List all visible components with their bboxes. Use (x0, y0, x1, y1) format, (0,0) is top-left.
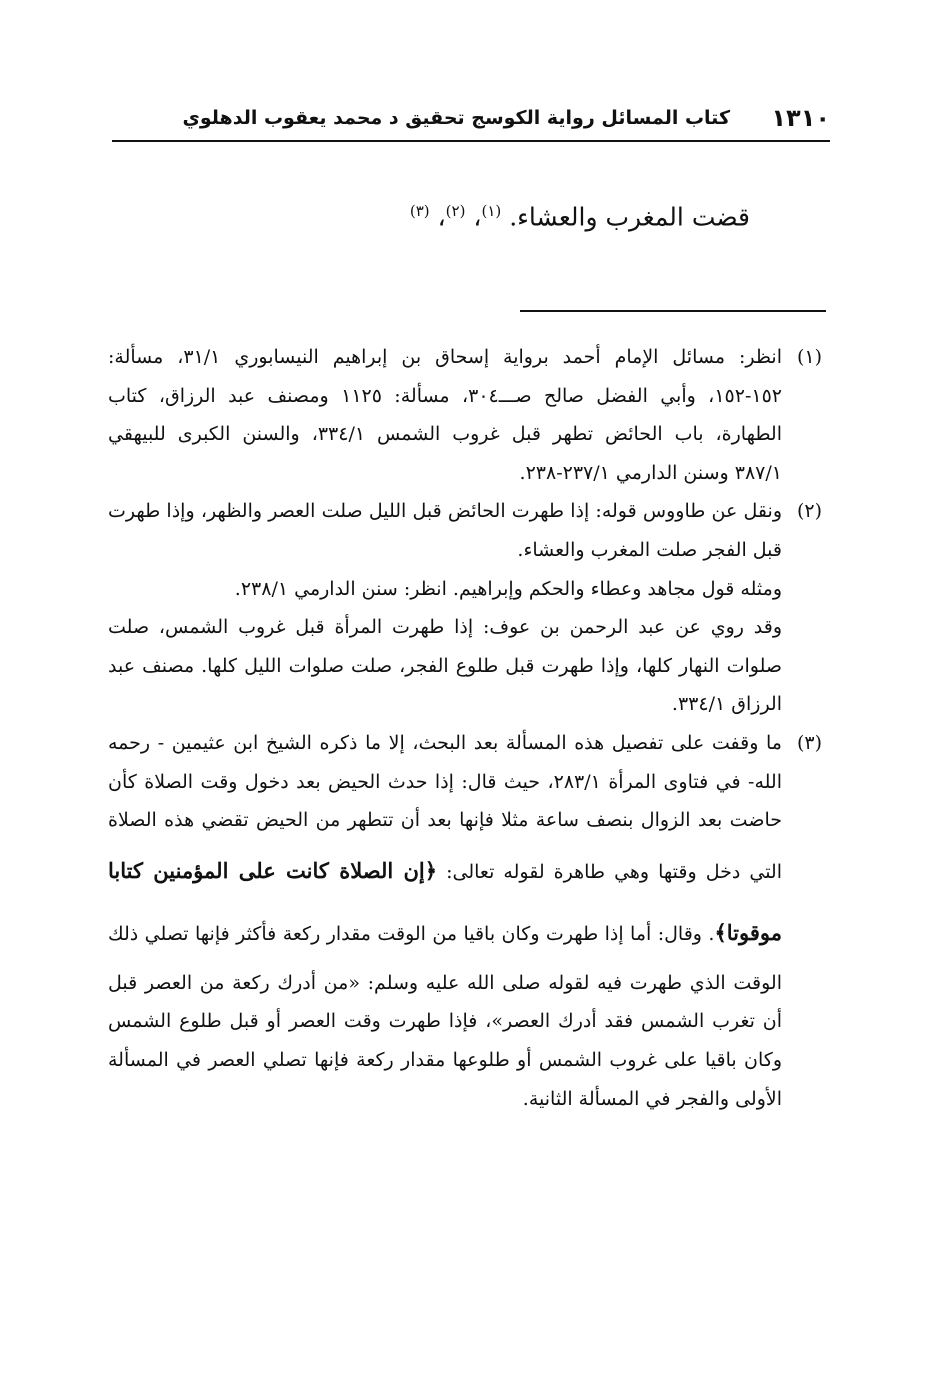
footnote-paragraph: ومثله قول مجاهد وعطاء والحكم وإبراهيم. انظر: سنن الدارمي ٢٣٨/١. (234, 577, 782, 600)
header-rule (112, 140, 830, 142)
footnote-text: ما وقفت على تفصيل هذه المسألة بعد البحث، إلا ما ذكره الشيخ ابن عثيمين - رحمه الله- في فتاوى المرأة ٢٨٣/١، حيث قال: إذا حدث الحيض بعد دخول وقت الصلاة كأن حاضت بعد الزوال بنصف ساعة مثلا فإنها بعد أن تتطهر من الحيض تقضي هذه الصلاة التي دخل وقتها وهي طاهرة لقوله تعالى: (108, 731, 782, 883)
footnote-mark-3: (٣) (409, 202, 430, 220)
main-text-body: قضت المغرب والعشاء. (509, 202, 750, 232)
footnotes (108, 338, 822, 1118)
footnote-paragraph (108, 724, 782, 1118)
footnote-paragraph: وقد روي عن عبد الرحمن بن عوف: إذا طهرت المرأة قبل غروب الشمس، صلت صلوات النهار كلها، وإذا طهرت قبل طلوع الفجر، صلت صلوات الليل كلها. مصنف عبد الرزاق ٣٣٤/١. (108, 616, 782, 716)
page-header (112, 100, 830, 136)
footnote-mark-2: (٢) (445, 202, 466, 220)
footnote-separator (520, 310, 826, 312)
footnote-number: (١) (796, 346, 822, 368)
footnote-1 (108, 338, 822, 492)
running-title: كتاب المسائل رواية الكوسج تحقيق د محمد يعقوب الدهلوي (182, 107, 730, 129)
quran-quote: ﴿إن الصلاة كانت على المؤمنين كتابا موقوتا﴾ (108, 857, 782, 945)
page-number: ١٣١٠ (771, 104, 830, 132)
footnote-paragraph: ونقل عن طاووس قوله: إذا طهرت الحائض قبل الليل صلت العصر والظهر، وإذا طهرت قبل الفجر صلت المغرب والعشاء. (108, 500, 782, 561)
footnote-mark-1: (١) (481, 202, 502, 220)
footnote-paragraph: انظر: مسائل الإمام أحمد برواية إسحاق بن إبراهيم النيسابوري ٣١/١، مسألة: ١٥٢-١٥٢، وأبي الفضل صالح صـــ٣٠٤، مسألة: ١١٢٥ ومصنف عبد الرزاق، كتاب الطهارة، باب الحائض تطهر قبل غروب الشمس ٣٣٤/١، والسنن الكبرى للبيهقي ٣٨٧/١ وسنن الدارمي ٢٣٧/١-٢٣٨. (108, 346, 783, 484)
footnote-text: . وقال: أما إذا طهرت وكان باقيا من الوقت مقدار ركعة فأكثر فإنها تصلي ذلك الوقت الذي طهرت فيه لقوله صلى الله عليه وسلم: «من أدرك ركعة من العصر قبل أن تغرب الشمس فقد أدرك العصر»، فإذا طهرت وقت العصر أو قبل طلوع الشمس وكان باقيا على غروب الشمس أو طلوعها مقدار ركعة فإنها تصلي العصر في المسألة الأولى والفجر في المسألة الثانية. (108, 922, 782, 1110)
main-text: قضت المغرب والعشاء. $^{(١)}$، $^{(٢)}$، $^{(٣)}$ (409, 202, 750, 232)
footnote-2 (108, 492, 822, 724)
footnote-number: (٣) (796, 731, 822, 754)
footnote-number: (٢) (796, 500, 822, 523)
footnote-3 (108, 724, 822, 1118)
